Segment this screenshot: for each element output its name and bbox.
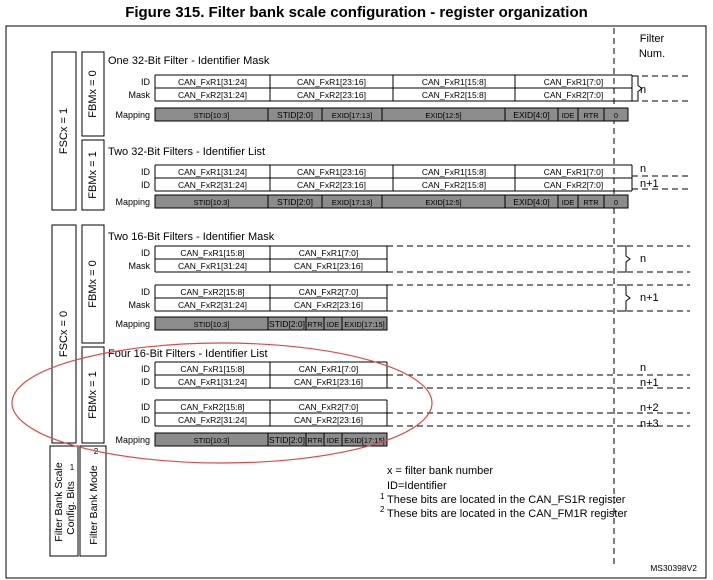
register-cell: CAN_FxR1[31:24] (178, 77, 247, 87)
mapping-cell-label: IDE (326, 320, 340, 329)
mapping-cell-label: EXID[12:5] (425, 198, 462, 207)
register-cell: CAN_FxR2[15:8] (180, 287, 245, 297)
fsc-footnote-marker: 1 (69, 463, 75, 472)
register-cell: CAN_FxR2[23:16] (297, 90, 366, 100)
row-label: ID (141, 364, 150, 374)
register-cell: CAN_FxR2[7:0] (298, 402, 359, 412)
register-cell: CAN_FxR2[23:16] (297, 180, 366, 190)
fbm-footnote-marker: 2 (93, 447, 99, 456)
filter-number: n+1 (640, 377, 659, 389)
filter-number: n (640, 362, 647, 374)
mapping-cell-label: STID[10:3] (193, 111, 230, 120)
row-label: ID (141, 167, 150, 177)
section-heading: Two 32-Bit Filters - Identifier List (108, 146, 266, 158)
register-cell: CAN_FxR1[7:0] (298, 364, 359, 374)
footnote-fm1r: These bits are located in the CAN_FM1R register (387, 508, 628, 520)
row-label: ID (141, 415, 150, 425)
legend-filter-bank: x = filter bank number (387, 465, 494, 477)
mapping-label: Mapping (115, 319, 150, 329)
row-label: Mask (128, 90, 150, 100)
footnote-fs1r: These bits are located in the CAN_FS1R register (387, 494, 626, 506)
register-cell: CAN_FxR2[31:24] (178, 180, 247, 190)
filter-number: n+3 (640, 418, 659, 430)
footnote-marker: 1 (380, 492, 385, 501)
mapping-cell-label: STID[2:0] (277, 197, 313, 207)
register-cell: CAN_FxR1[23:16] (294, 261, 363, 271)
register-cell: CAN_FxR1[7:0] (543, 77, 604, 87)
filter-number: n+1 (640, 292, 659, 304)
row-label: ID (141, 402, 150, 412)
fbmx-1-top-label: FBMx = 1 (86, 151, 99, 199)
register-cell: CAN_FxR1[7:0] (298, 248, 359, 258)
register-cell: CAN_FxR1[23:16] (297, 77, 366, 87)
filter-num-header: Num. (638, 48, 666, 60)
register-cell: CAN_FxR2[7:0] (298, 287, 359, 297)
mapping-cell-label: EXID[4:0] (513, 197, 550, 207)
figure-title: Figure 315. Filter bank scale configuration - register organization (125, 4, 588, 21)
fbmx-0-bottom-label: FBMx = 0 (86, 260, 99, 308)
mapping-cell-label: IDE (326, 436, 340, 445)
register-cell: CAN_FxR2[23:16] (294, 415, 363, 425)
mapping-cell-label: 0 (613, 111, 619, 120)
fscx-1-label: FSCx = 1 (57, 107, 70, 155)
mapping-cell-label: STID[10:3] (193, 320, 230, 329)
register-cell: CAN_FxR1[15:8] (180, 248, 245, 258)
register-cell: CAN_FxR2[15:8] (180, 402, 245, 412)
mapping-cell-label: EXID[4:0] (513, 110, 550, 120)
mapping-cell-label: IDE (561, 198, 575, 207)
fscx-0-label: FSCx = 0 (57, 310, 70, 358)
fsc-config-label: Config. Bits (64, 481, 77, 535)
filter-number: n (640, 84, 647, 96)
mapping-cell-label: EXID[12:5] (425, 111, 462, 120)
row-label: ID (141, 248, 150, 258)
footnote-marker: 2 (380, 505, 385, 514)
register-cell: CAN_FxR1[23:16] (294, 377, 363, 387)
register-cell: CAN_FxR1[31:24] (178, 167, 247, 177)
section-heading: One 32-Bit Filter - Identifier Mask (108, 55, 270, 67)
mapping-cell-label: EXID[17:13] (331, 111, 373, 120)
mapping-cell-label: STID[2:0] (269, 319, 305, 329)
mapping-label: Mapping (115, 197, 150, 207)
filter-bracket (620, 285, 630, 311)
register-cell: CAN_FxR1[23:16] (297, 167, 366, 177)
mapping-cell-label: EXID[17:15] (344, 436, 385, 445)
mapping-cell-label: EXID[17:13] (331, 198, 373, 207)
register-cell: CAN_FxR1[15:8] (421, 167, 487, 177)
mapping-cell-label: STID[2:0] (269, 435, 305, 445)
fsc-config-label: Filter Bank Scale (52, 462, 65, 542)
mapping-label: Mapping (115, 435, 150, 445)
register-cell: CAN_FxR2[31:24] (178, 300, 247, 310)
mapping-cell-label: RTR (583, 198, 599, 207)
row-label: ID (141, 377, 150, 387)
mapping-cell-label: RTR (583, 111, 599, 120)
section-heading: Two 16-Bit Filters - Identifier Mask (108, 231, 275, 243)
register-cell: CAN_FxR2[7:0] (543, 90, 604, 100)
row-label: ID (141, 77, 150, 87)
register-cell: CAN_FxR2[31:24] (178, 415, 247, 425)
fbmx-1-bottom-label: FBMx = 1 (86, 371, 99, 419)
mapping-cell-label: 0 (613, 198, 619, 207)
row-label: ID (141, 287, 150, 297)
register-cell: CAN_FxR2[7:0] (543, 180, 604, 190)
filter-number: n (640, 163, 647, 175)
filter-number: n+2 (640, 402, 659, 414)
register-cell: CAN_FxR2[23:16] (294, 300, 363, 310)
mapping-cell-label: EXID[17:15] (344, 320, 385, 329)
row-label: Mask (128, 261, 150, 271)
register-cell: CAN_FxR2[15:8] (421, 90, 487, 100)
fbm-mode-label: Filter Bank Mode (87, 465, 100, 545)
mapping-cell-label: RTR (307, 320, 323, 329)
figure-reference: MS30398V2 (650, 563, 697, 573)
register-cell: CAN_FxR1[7:0] (543, 167, 604, 177)
row-label: ID (141, 180, 150, 190)
register-cell: CAN_FxR1[31:24] (178, 377, 247, 387)
register-cell: CAN_FxR2[15:8] (421, 180, 487, 190)
legend-identifier: ID=Identifier (387, 480, 447, 492)
fbmx-0-top-label: FBMx = 0 (86, 70, 99, 118)
mapping-cell-label: STID[2:0] (277, 110, 313, 120)
mapping-label: Mapping (115, 110, 150, 120)
register-cell: CAN_FxR1[31:24] (178, 261, 247, 271)
filter-num-header: Filter (639, 33, 665, 45)
mapping-cell-label: STID[10:3] (193, 198, 230, 207)
mapping-cell-label: IDE (561, 111, 575, 120)
mapping-cell-label: STID[10:3] (193, 436, 230, 445)
mapping-cell-label: RTR (307, 436, 323, 445)
row-label: Mask (128, 300, 150, 310)
filter-bracket (620, 246, 630, 272)
register-cell: CAN_FxR1[15:8] (421, 77, 487, 87)
register-cell: CAN_FxR2[31:24] (178, 90, 247, 100)
section-heading: Four 16-Bit Filters - Identifier List (108, 348, 268, 360)
filter-number: n (640, 253, 647, 265)
filter-number: n+1 (640, 178, 659, 190)
register-cell: CAN_FxR1[15:8] (180, 364, 245, 374)
